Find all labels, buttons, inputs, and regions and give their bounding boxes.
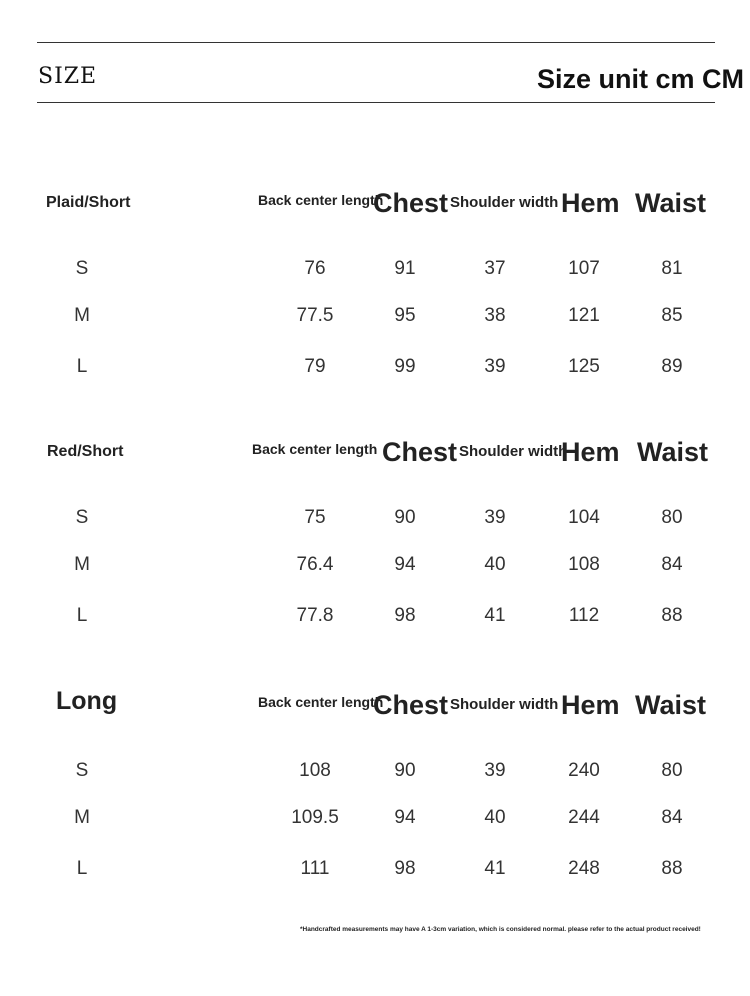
chest-cell: 91 bbox=[394, 258, 416, 279]
measurement-disclaimer: *Handcrafted measurements may have A 1-3cm variation, which is considered normal. please refer to the actual product received! bbox=[300, 926, 701, 933]
unit-title: Size unit cm CM bbox=[536, 64, 744, 94]
hem-cell: 107 bbox=[568, 258, 600, 279]
back-cell: 109.5 bbox=[291, 807, 339, 828]
hem-cell: 248 bbox=[568, 858, 600, 879]
col-header-shoulder-width: Shoulder width bbox=[459, 443, 568, 460]
hem-cell: 104 bbox=[568, 507, 600, 528]
shoulder-cell: 39 bbox=[484, 507, 506, 528]
col-header-shoulder-width: Shoulder width bbox=[450, 194, 559, 211]
col-header-shoulder-width: Shoulder width bbox=[450, 696, 559, 713]
col-header-waist: Waist bbox=[637, 437, 709, 467]
back-cell: 111 bbox=[300, 858, 330, 879]
table-row bbox=[0, 760, 750, 784]
size-cell: M bbox=[74, 554, 90, 575]
size-cell: L bbox=[76, 605, 88, 626]
shoulder-cell: 40 bbox=[484, 554, 506, 575]
section-title: Long bbox=[56, 687, 118, 715]
chest-cell: 99 bbox=[394, 356, 416, 377]
back-cell: 76 bbox=[304, 258, 326, 279]
chest-cell: 95 bbox=[394, 305, 416, 326]
top-rule bbox=[37, 42, 715, 43]
chest-cell: 94 bbox=[394, 554, 416, 575]
table-row bbox=[0, 305, 750, 329]
chest-cell: 94 bbox=[394, 807, 416, 828]
size-cell: L bbox=[76, 356, 88, 377]
shoulder-cell: 39 bbox=[484, 760, 506, 781]
hem-cell: 112 bbox=[568, 605, 600, 626]
size-cell: M bbox=[74, 305, 90, 326]
waist-cell: 81 bbox=[661, 258, 683, 279]
waist-cell: 88 bbox=[661, 605, 683, 626]
back-cell: 79 bbox=[304, 356, 326, 377]
size-cell: S bbox=[75, 760, 89, 781]
shoulder-cell: 40 bbox=[484, 807, 506, 828]
hem-cell: 244 bbox=[568, 807, 600, 828]
col-header-chest: Chest bbox=[382, 437, 458, 467]
shoulder-cell: 41 bbox=[484, 858, 506, 879]
table-row bbox=[0, 554, 750, 578]
col-header-hem: Hem bbox=[561, 437, 620, 467]
col-header-hem: Hem bbox=[561, 188, 620, 218]
table-row bbox=[0, 807, 750, 831]
col-header-chest: Chest bbox=[373, 188, 449, 218]
back-cell: 76.4 bbox=[296, 554, 334, 575]
waist-cell: 80 bbox=[661, 760, 683, 781]
waist-cell: 80 bbox=[661, 507, 683, 528]
section-title: Plaid/Short bbox=[46, 194, 131, 211]
shoulder-cell: 39 bbox=[484, 356, 506, 377]
shoulder-cell: 41 bbox=[484, 605, 506, 626]
shoulder-cell: 37 bbox=[484, 258, 506, 279]
shoulder-cell: 38 bbox=[484, 305, 506, 326]
size-title: SIZE bbox=[38, 64, 98, 89]
col-header-back-center-length: Back center length bbox=[258, 192, 384, 208]
waist-cell: 84 bbox=[661, 554, 683, 575]
col-header-chest: Chest bbox=[373, 690, 449, 720]
back-cell: 75 bbox=[304, 507, 326, 528]
size-section-plaid-short bbox=[0, 185, 750, 415]
chest-cell: 98 bbox=[394, 605, 416, 626]
table-row bbox=[0, 605, 750, 629]
size-cell: S bbox=[75, 507, 89, 528]
chest-cell: 98 bbox=[394, 858, 416, 879]
header-rule bbox=[37, 102, 715, 103]
col-header-back-center-length: Back center length bbox=[258, 694, 384, 710]
waist-cell: 85 bbox=[661, 305, 683, 326]
waist-cell: 84 bbox=[661, 807, 683, 828]
size-cell: L bbox=[76, 858, 88, 879]
table-row bbox=[0, 507, 750, 531]
back-cell: 77.5 bbox=[296, 305, 334, 326]
table-row bbox=[0, 258, 750, 282]
table-row bbox=[0, 858, 750, 882]
section-title: Red/Short bbox=[47, 443, 124, 460]
chest-cell: 90 bbox=[394, 760, 416, 781]
hem-cell: 125 bbox=[568, 356, 600, 377]
hem-cell: 121 bbox=[568, 305, 600, 326]
waist-cell: 89 bbox=[661, 356, 683, 377]
back-cell: 108 bbox=[299, 760, 331, 781]
table-row bbox=[0, 356, 750, 380]
hem-cell: 108 bbox=[568, 554, 600, 575]
back-cell: 77.8 bbox=[296, 605, 334, 626]
size-section-long bbox=[0, 687, 750, 917]
size-section-red-short bbox=[0, 434, 750, 664]
size-cell: M bbox=[74, 807, 90, 828]
waist-cell: 88 bbox=[661, 858, 683, 879]
hem-cell: 240 bbox=[568, 760, 600, 781]
col-header-hem: Hem bbox=[561, 690, 620, 720]
col-header-waist: Waist bbox=[635, 690, 707, 720]
size-cell: S bbox=[75, 258, 89, 279]
chest-cell: 90 bbox=[394, 507, 416, 528]
col-header-back-center-length: Back center length bbox=[252, 441, 378, 457]
col-header-waist: Waist bbox=[635, 188, 707, 218]
